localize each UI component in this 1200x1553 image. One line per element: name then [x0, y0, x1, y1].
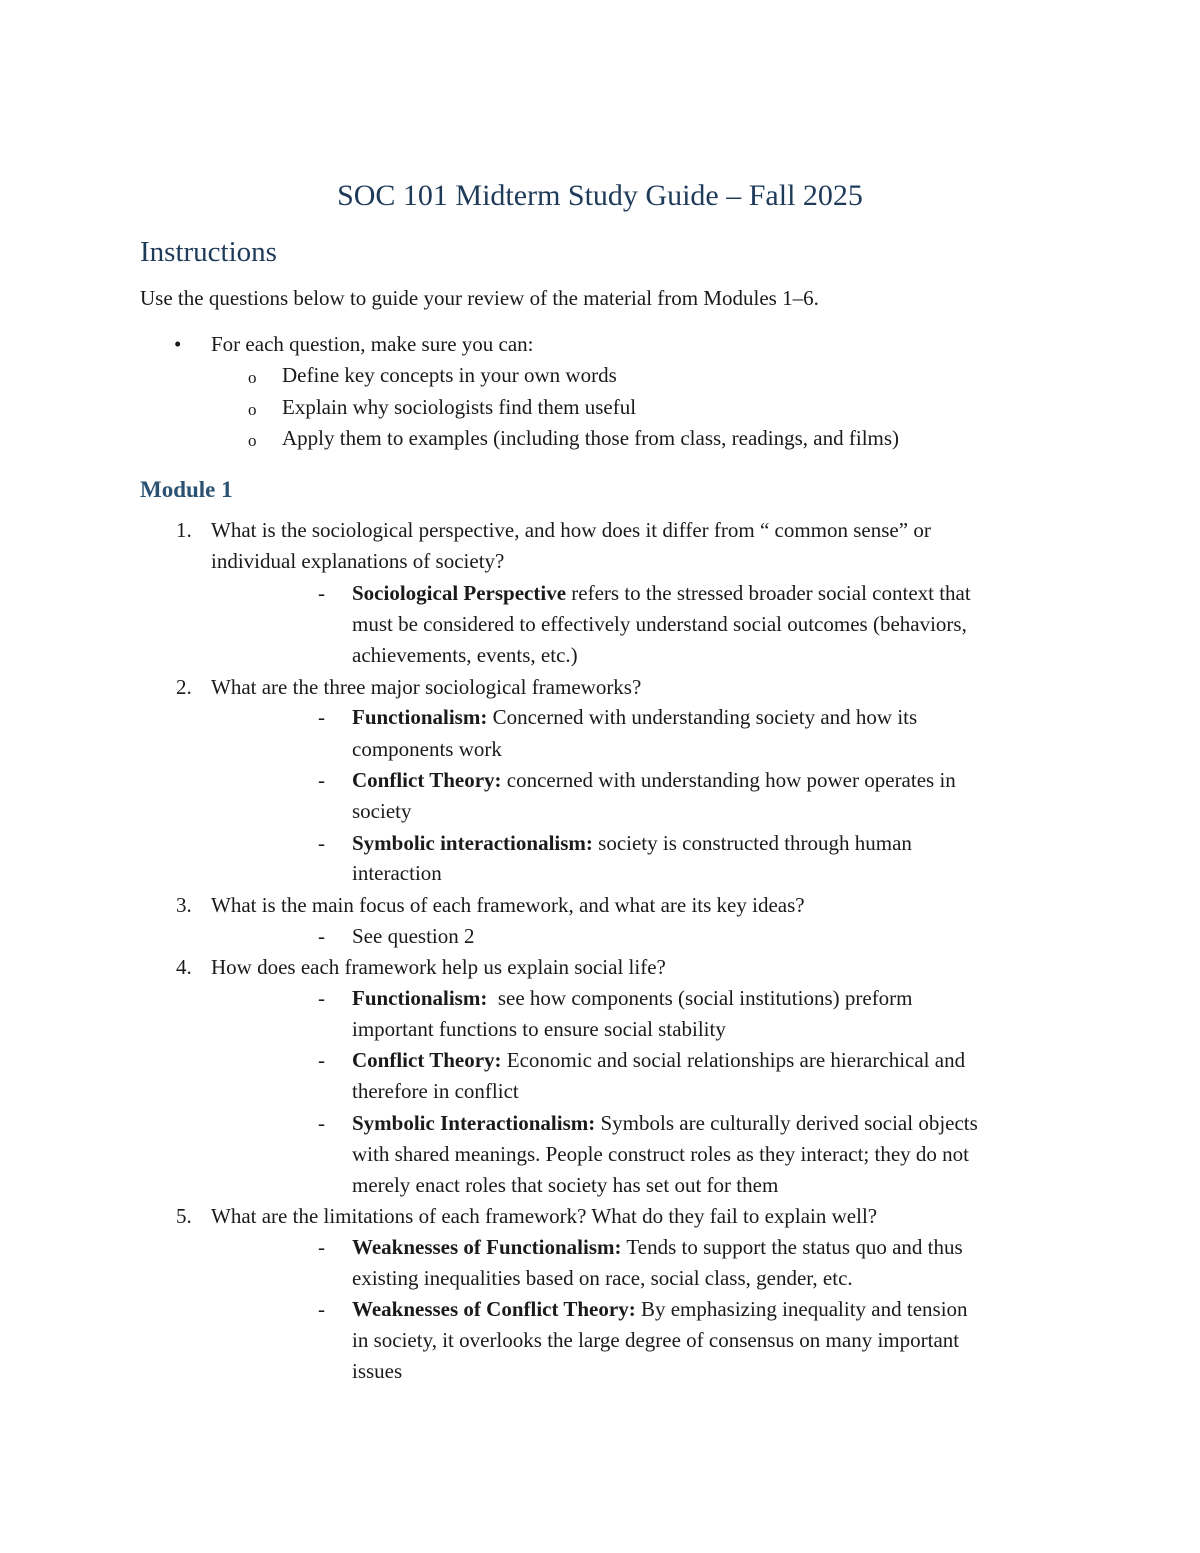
answer-text: achievements, events, etc.): [352, 643, 578, 667]
answer-term: Weaknesses of Functionalism:: [352, 1235, 622, 1259]
answer-text: society: [352, 799, 412, 823]
answer-text: in society, it overlooks the large degree of consensus on many important: [352, 1328, 960, 1352]
answer-text: refers to the stressed broader social context that: [566, 581, 971, 605]
question-text: How does each framework help us explain social life?: [211, 955, 666, 979]
question-number: 5.: [176, 1204, 192, 1228]
answer-text: concerned with understanding how power operates in: [501, 768, 956, 792]
question-number: 1.: [176, 518, 192, 542]
answer-text: See question 2: [352, 924, 475, 948]
dash-icon: -: [318, 986, 325, 1010]
instructions-heading: Instructions: [140, 236, 277, 268]
answer-term: Conflict Theory:: [352, 768, 502, 792]
bullet-main-text: For each question, make sure you can:: [211, 332, 534, 356]
dash-icon: -: [318, 1048, 325, 1072]
question-text: What is the sociological perspective, and how does it differ from “ common sense” or: [211, 518, 931, 542]
answer-line: [352, 1108, 978, 1139]
question-text: What is the main focus of each framework, and what are its key ideas?: [211, 893, 805, 917]
answer-term: Symbolic Interactionalism:: [352, 1111, 596, 1135]
bullet-icon: •: [174, 332, 182, 356]
dash-icon: -: [318, 924, 325, 948]
answer-text: merely enact roles that society has set out for them: [352, 1173, 779, 1197]
question-number: 4.: [176, 955, 192, 979]
answer-text: Economic and social relationships are hierarchical and: [501, 1048, 966, 1072]
question-text: individual explanations of society?: [211, 549, 505, 573]
answer-text: Concerned with understanding society and how its: [487, 705, 918, 729]
answer-text: Tends to support the status quo and thus: [621, 1235, 963, 1259]
dash-icon: -: [318, 768, 325, 792]
dash-icon: -: [318, 1297, 325, 1321]
dash-icon: -: [318, 831, 325, 855]
answer-line: [352, 828, 912, 859]
sub-bullet-icon: o: [248, 431, 257, 450]
question-text: What are the limitations of each framework? What do they fail to explain well?: [211, 1204, 878, 1228]
answer-text: therefore in conflict: [352, 1079, 519, 1103]
dash-icon: -: [318, 581, 325, 605]
answer-text: components work: [352, 737, 502, 761]
answer-line: [352, 702, 917, 733]
question-number: 2.: [176, 675, 192, 699]
answer-text: Symbols are culturally derived social objects: [595, 1111, 978, 1135]
answer-line: [352, 765, 956, 796]
answer-term: Sociological Perspective: [352, 581, 567, 605]
answer-term: Functionalism:: [352, 705, 488, 729]
sub-bullet-icon: o: [248, 368, 257, 387]
instructions-intro: Use the questions below to guide your review of the material from Modules 1–6.: [140, 286, 819, 310]
answer-term: Functionalism:: [352, 986, 488, 1010]
answer-text: existing inequalities based on race, social class, gender, etc.: [352, 1266, 853, 1290]
question-number: 3.: [176, 893, 192, 917]
answer-line: [352, 1294, 968, 1325]
answer-text: issues: [352, 1359, 403, 1383]
answer-line: [352, 1232, 963, 1263]
answer-text: must be considered to effectively understand social outcomes (behaviors,: [352, 612, 967, 636]
sub-bullet-icon: o: [248, 400, 257, 419]
answer-text: society is constructed through human: [592, 831, 912, 855]
sub-bullet-text: Explain why sociologists find them useful: [282, 395, 637, 419]
answer-term: Weaknesses of Conflict Theory:: [352, 1297, 636, 1321]
page-title: SOC 101 Midterm Study Guide – Fall 2025: [337, 179, 863, 212]
answer-term: Symbolic interactionalism:: [352, 831, 593, 855]
module-heading: Module 1: [140, 477, 233, 502]
question-text: What are the three major sociological frameworks?: [211, 675, 642, 699]
answer-text: see how components (social institutions) preform: [487, 986, 913, 1010]
answer-line: [352, 983, 913, 1014]
answer-text: with shared meanings. People construct roles as they interact; they do not: [352, 1142, 970, 1166]
answer-text: important functions to ensure social stability: [352, 1017, 726, 1041]
dash-icon: -: [318, 1235, 325, 1259]
dash-icon: -: [318, 1111, 325, 1135]
sub-bullet-text: Define key concepts in your own words: [282, 363, 617, 387]
answer-text: interaction: [352, 861, 442, 885]
answer-line: [352, 1045, 965, 1076]
answer-text: By emphasizing inequality and tension: [635, 1297, 968, 1321]
dash-icon: -: [318, 705, 325, 729]
answer-term: Conflict Theory:: [352, 1048, 502, 1072]
sub-bullet-text: Apply them to examples (including those from class, readings, and films): [282, 426, 900, 450]
answer-line: [352, 578, 971, 609]
